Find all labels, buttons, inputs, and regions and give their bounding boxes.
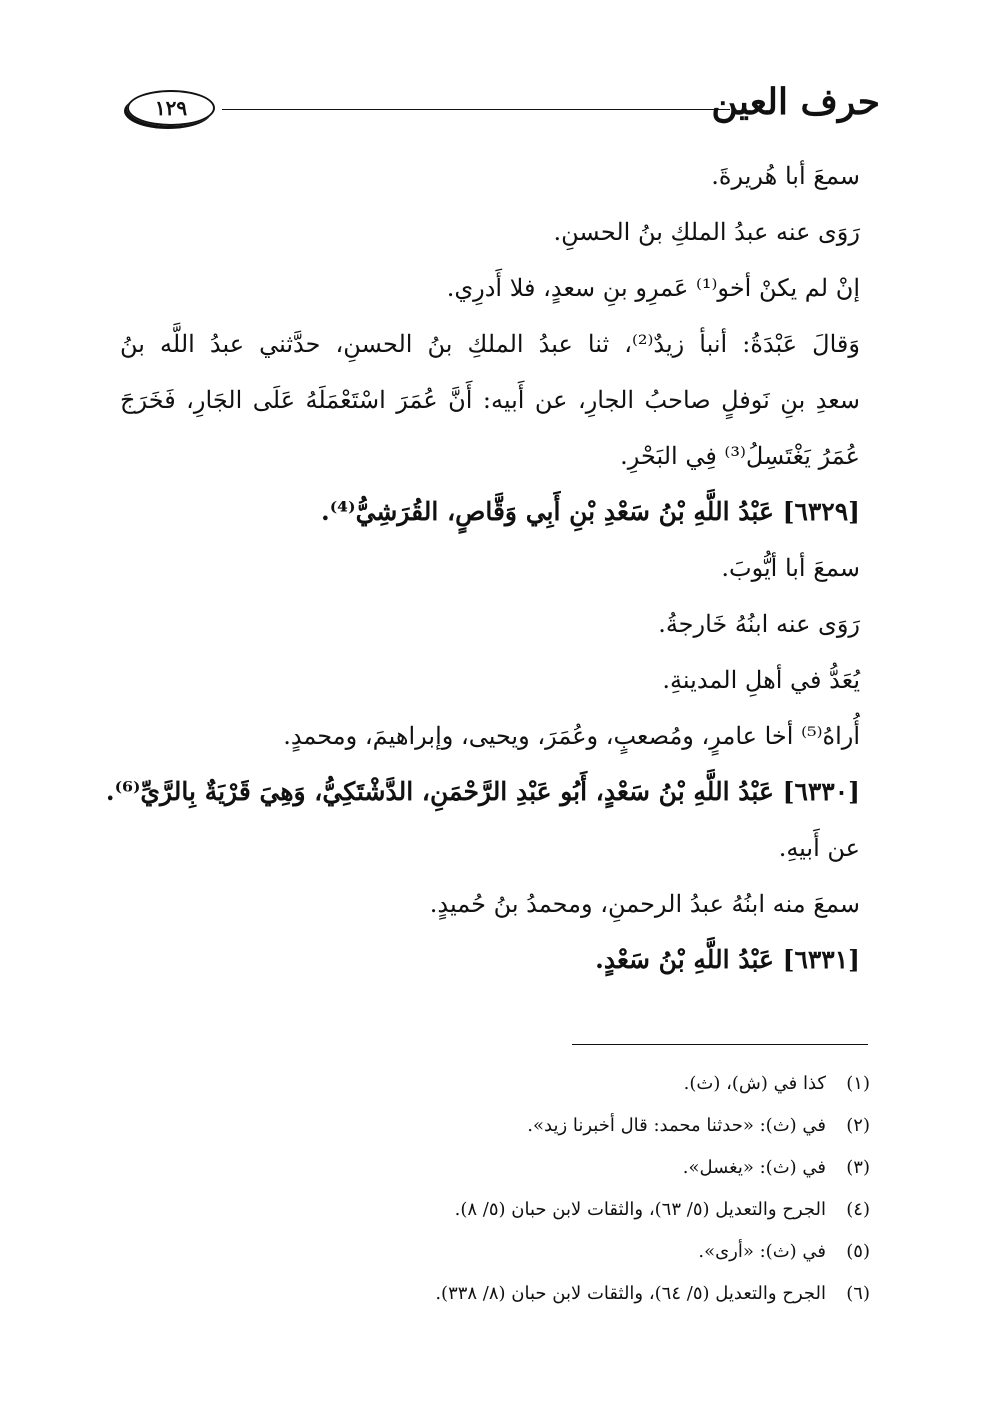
- text-line: أُراهُ⁽⁵⁾ أخا عامرٍ، ومُصعبٍ، وعُمَرَ، ويحيى، وإبراهيمَ، ومحمدٍ.: [283, 722, 860, 750]
- footnote-text: الجرح والتعديل (٥/ ٦٤)، والثقات لابن حبان (٨/ ٣٣٨).: [435, 1283, 826, 1304]
- footnotes: [300, 1063, 870, 1315]
- footnote: [300, 1105, 870, 1147]
- text-line: سمعَ أبا هُريرةَ.: [711, 162, 860, 190]
- text-line: رَوَى عنه ابنُهُ خَارجةُ.: [658, 610, 860, 638]
- chapter-title: حرف العين: [711, 81, 880, 123]
- footnote: [300, 1147, 870, 1189]
- footnote-number: (١): [846, 1073, 870, 1094]
- body-text: [105, 148, 860, 988]
- text-line: يُعَدُّ في أهلِ المدينةِ.: [662, 666, 860, 694]
- footnote-text: في (ث): «يغسل».: [682, 1157, 826, 1178]
- entry-heading-6331: [٦٣٣١] عَبْدُ اللَّهِ بْنُ سَعْدٍ.: [595, 945, 860, 974]
- footnote-text: في (ث): «أرى».: [698, 1241, 826, 1262]
- footnote-number: (٣): [846, 1157, 870, 1178]
- footnote: [300, 1063, 870, 1105]
- footnote-number: (٢): [846, 1115, 870, 1136]
- footnote-text: كذا في (ش)، (ث).: [683, 1073, 826, 1094]
- footnote-text: الجرح والتعديل (٥/ ٦٣)، والثقات لابن حبان (٥/ ٨).: [454, 1199, 826, 1220]
- text-line: إنْ لم يكنْ أخو⁽¹⁾ عَمرِو بنِ سعدٍ، فلا أَدرِي.: [446, 274, 860, 302]
- footnote-number: (٥): [846, 1241, 870, 1262]
- footnote-rule: [572, 1044, 868, 1045]
- text-line: سعدِ بنِ نَوفلٍ صاحبُ الجارِ، عن أَبيه: أَنَّ عُمَرَ اسْتَعْمَلَهُ عَلَى الجَارِ، فَخَرَجَ: [120, 386, 860, 414]
- entry-heading-6330: [٦٣٣٠] عَبْدُ اللَّهِ بْنُ سَعْدٍ، أَبُو عَبْدِ الرَّحْمَنِ، الدَّشْتَكِيُّ، وَهِيَ قَرْيَةٌ بِالرَّيِّ⁽⁶⁾.: [105, 777, 860, 806]
- footnote-number: (٤): [846, 1199, 870, 1220]
- text-line: رَوَى عنه عبدُ الملكِ بنُ الحسنِ.: [553, 218, 860, 246]
- footnote: [300, 1231, 870, 1273]
- page-number-badge: [127, 90, 215, 126]
- text-line: سمعَ أبا أيُّوبَ.: [721, 554, 860, 582]
- page-number: ١٢٩: [154, 96, 188, 120]
- text-line: عن أَبيهِ.: [778, 834, 860, 862]
- text-line: وَقالَ عَبْدَةُ: أنبأ زيدٌ⁽²⁾، ثنا عبدُ الملكِ بنُ الحسنِ، حدَّثني عبدُ اللَّه بنُ: [120, 330, 860, 358]
- entry-heading-6329: [٦٣٢٩] عَبْدُ اللَّهِ بْنُ سَعْدِ بْنِ أَبِي وَقَّاصٍ، القُرَشِيُّ⁽⁴⁾.: [321, 497, 860, 526]
- footnote: [300, 1189, 870, 1231]
- text-line: سمعَ منه ابنُهُ عبدُ الرحمنِ، ومحمدُ بنُ حُميدٍ.: [429, 890, 860, 918]
- text-line: عُمَرُ يَغْتَسِلُ⁽³⁾ فِي البَحْرِ.: [620, 442, 860, 470]
- footnote-number: (٦): [846, 1283, 870, 1304]
- page-header: [125, 82, 880, 130]
- footnote-text: في (ث): «حدثنا محمد: قال أخبرنا زيد».: [527, 1115, 826, 1136]
- header-rule: [222, 109, 730, 110]
- footnote: [300, 1273, 870, 1315]
